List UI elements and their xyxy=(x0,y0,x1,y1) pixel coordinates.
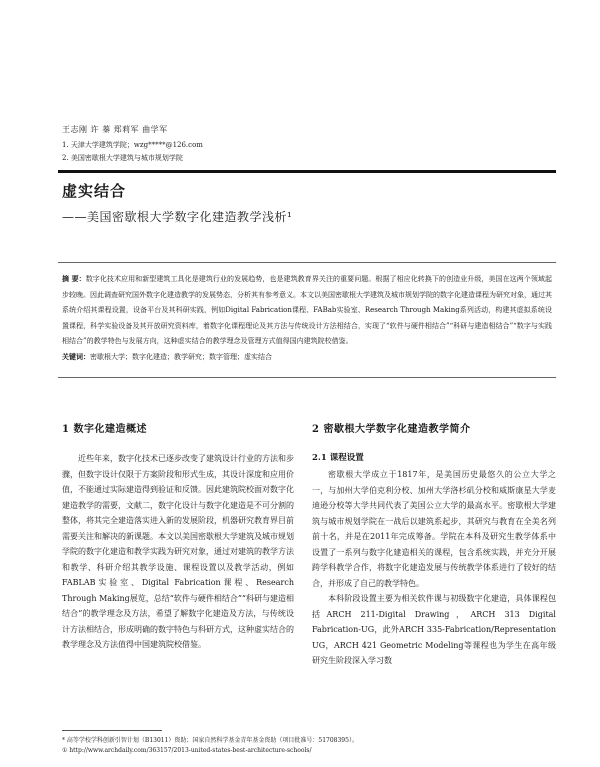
abstract-text: 数字化技术应用和新型建筑工具化是建筑行业的发展趋势，也是建筑教育界关注的重要问题。根据了相应化转换下的创造业升级，美国在这两个领域起步较晚。因此调查研究国外数字化建造教学的发展势态，分析其有参考意义。本文以美国密歇根大学建筑及城市规划学院的数字化建造课程为研究对象，通过其系统介绍其课程设置，设备平台及其科研实践，例如Digital Fabrication课程、FABab实验室、Research Through Making系列活动，构建其虚拟系统设置课程，科学实验设备及其开放研究资料库，着数字化课程理论及其方法与传统设计方法相结合，实现了“软件与硬件相结合”“科研与建造相结合”“数字与实践相结合”的教学特色与发展方向，这种虚实结合的教学理念及管理方式值得国内建筑院校借鉴。 xyxy=(62,275,552,346)
paper-title: 虚实结合 xyxy=(62,182,127,200)
right-column xyxy=(312,420,556,669)
subsection-2-1-heading: 2.1 课程设置 xyxy=(312,453,364,463)
section-2-paragraph-1: 密歇根大学成立于1817年，是美国历史最悠久的公立大学之一，与加州大学伯克利分校、加州大学洛杉矶分校和威斯康星大学麦迪逊分校等大学共同代表了美国公立大学的最高水平。密歇根大学建筑与城市规划学院在一战后以建筑系起步，其研究与教育在全美名列前十名，并是在2011年完成筹备。学院在本科及研究生教学体系中设置了一系列与数字化建造相关的课程，包含系统实践，并充分开展跨学科教学合作，将数字化建造发展与传统教学体系进行了较好的结合，并形成了自己的教学特色。 xyxy=(312,470,556,588)
keywords-line xyxy=(62,352,556,362)
section-2-heading: 2 密歇根大学数字化建造教学简介 xyxy=(312,424,471,435)
keywords-label: 关键词： xyxy=(62,351,90,361)
section-1-paragraph: 近些年来，数字化技术已逐步改变了建筑设计行业的方法和步骤，但数字设计仅限于方案阶段和形式生成，其设计深度和应用价值，不能通过实际建造得到验证和反馈。因此建筑院校面对数字化建造教学的需要，文献二，数字化设计与数字化建造是不可分割的整体，将其完全建造落实进入新的发展阶段，机器研究教育界目前需要关注和解决的新课题。本文以美国密歇根大学建筑及城市规划学院的数字化建造和教学实践为研究对象，通过对建筑的教学方法和教学、科研介绍其教学设施、课程设置以及教学活动，例如FABLAB实验室、Digital Fabrication课程、Research Through Making展览，总结“软件与硬件相结合”“科研与建造相结合”的教学理念及方法，希望了解数字化建造及方法，与传统设计方法相结合，形成明确的数字特色与科研方式，这种虚实结合的教学理念及方法值得中国建筑院校借鉴。 xyxy=(62,454,295,649)
affiliation-2: 2. 美国密歇根大学建筑与城市规划学院 xyxy=(62,154,183,162)
affiliation-1: 1. 天津大学建筑学院；wzg*****@126.com xyxy=(62,141,203,149)
section-2-paragraph-2: 本科阶段设置主要为相关软件课与初级数字化建造，具体课程包括ARCH 211-Digital Drawing，ARCH 313 Digital Fabrication-UG，此外ARCH 335-Fabrication/Representation UG，ARCH 421 Geometric Modeling等课程也为学生在高年级研究生阶段深入学习数 xyxy=(312,594,556,665)
keywords-text: 密歇根大学；数字化建造；教学研究；数字管理；虚实结合 xyxy=(90,352,272,361)
abstract-label: 摘 要： xyxy=(62,274,86,283)
abstract-block xyxy=(58,262,556,378)
left-column xyxy=(62,420,294,653)
footnote-rule xyxy=(62,730,162,731)
abstract-paragraph xyxy=(62,271,552,350)
paper-subtitle: ——美国密歇根大学数字化建造教学浅析¹ xyxy=(62,210,293,224)
footnote-funding: * 高等学校学科创新引智计划（B13011）资助；国家自然科学基金青年基金资助（项目批准号：51708395）。 xyxy=(62,737,358,744)
title-divider xyxy=(58,170,556,173)
author-list: 王志刚 许 蓁 郑莉军 曲学军 xyxy=(62,125,168,134)
footnote-url: ① http://www.archdaily.com/363157/2013-united-states-best-architecture-schools/ xyxy=(62,747,312,754)
section-1-heading: 1 数字化建造概述 xyxy=(62,424,147,435)
